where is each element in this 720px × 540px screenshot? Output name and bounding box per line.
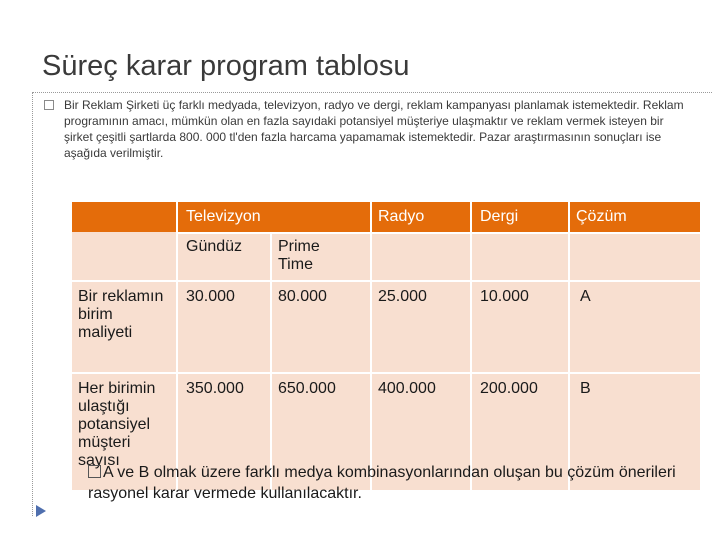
conclusion-text: A ve B olmak üzere farklı medya kombinasyonlarından oluşan bu çözüm önerileri rasyonel karar vermede kullanılacaktır.	[88, 464, 676, 502]
cell-cozum: A	[580, 288, 591, 305]
cell-gunduz: 350.000	[186, 380, 244, 397]
conclusion-note	[88, 462, 688, 504]
header-televizyon: Televizyon	[186, 208, 261, 225]
subheader-prime-time: Prime Time	[278, 238, 320, 273]
cell-radyo: 400.000	[378, 380, 436, 397]
cell-dergi: 200.000	[480, 380, 538, 397]
cell-prime: 650.000	[278, 380, 336, 397]
cell-dergi: 10.000	[480, 288, 529, 305]
cell-radyo: 25.000	[378, 288, 427, 305]
intro-paragraph: Bir Reklam Şirketi üç farklı medyada, televizyon, radyo ve dergi, reklam kampanyası planlamak istemektedir. Reklam programının amacı, mümkün olan en fazla sayıdaki potansiyel müşteriye ulaşmaktır ve reklam vermek isteyen bir şirket çeşitli şartlarda 800. 000 tl'den fazla harcama yapamamak istemektedir. Pazar araştırmasının sonuçları ise aşağıda verilmiştir.	[64, 98, 684, 160]
row-label: Bir reklamın birim maliyeti	[78, 288, 164, 341]
cell-prime: 80.000	[278, 288, 327, 305]
title-divider	[32, 92, 712, 93]
subheader-gunduz: Gündüz	[186, 238, 243, 255]
header-cozum: Çözüm	[576, 208, 627, 225]
left-divider	[32, 92, 33, 516]
next-arrow-icon[interactable]	[36, 505, 46, 517]
cell-cozum: B	[580, 380, 591, 397]
slide-title: Süreç karar program tablosu	[42, 50, 410, 82]
header-dergi: Dergi	[480, 208, 519, 225]
decision-table	[72, 202, 700, 490]
row-label: Her birimin ulaştığı potansiyel müşteri sayısı	[78, 380, 156, 469]
bullet-icon	[44, 100, 54, 110]
cell-gunduz: 30.000	[186, 288, 235, 305]
header-radyo: Radyo	[378, 208, 425, 225]
bullet-icon	[88, 465, 101, 478]
